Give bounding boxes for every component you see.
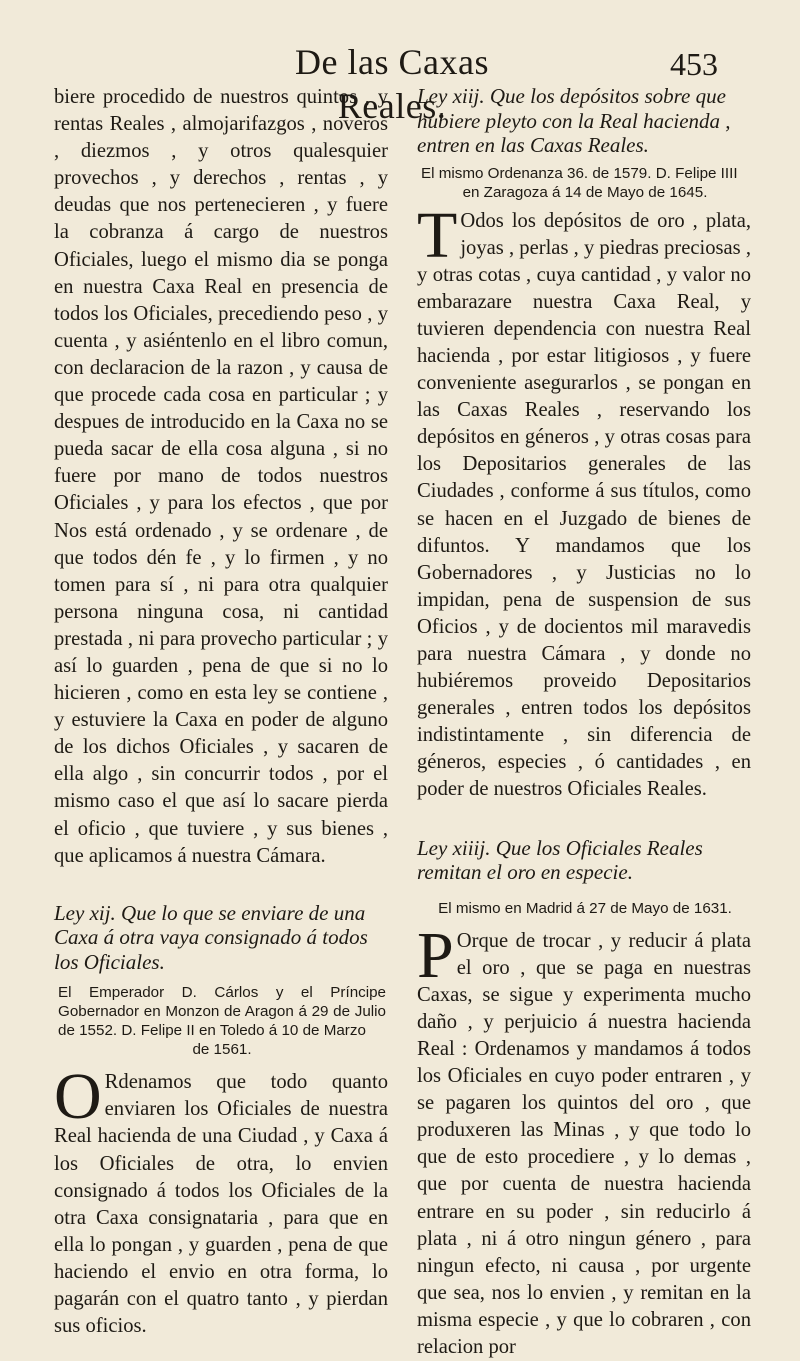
running-title: De las Caxas Reales. — [295, 42, 489, 126]
law-14-source-note: El mismo en Madrid á 27 de Mayo de 1631. — [438, 899, 732, 917]
law-14-body: Orque de trocar , y reducir á plata el oro , que se paga en nuestras Caxas, se sigue y experimenta mucho daño , y perjuicio á nuestra hacienda Real : Ordenamos y mandamos á todos los Oficiales en cuyo poder entraren , y se pagaren los quintos del oro , que produxeren las Minas , y que todo lo que de esto procediere , y lo demas , que por cuenta de nuestra hacienda entrare en su poder , sin reducirlo á plata , ni á otro ningun género , para ningun efecto, ni causa , por urgente que sea, nos lo envien , y remitan en la misma especie , y que lo cobraren , con relacion por — [417, 929, 751, 1358]
law-14-dropcap: P — [417, 918, 454, 992]
law-13-source-note-place: en Zaragoza á 14 de Mayo de 1645. — [462, 183, 708, 201]
law-13-source-note: El mismo Ordenanza 36. de 1579. D. Felipe IIII — [421, 164, 738, 182]
law-13-dropcap: T — [417, 198, 458, 272]
law-14-body-block — [417, 918, 751, 1361]
law-13-body-block — [417, 198, 751, 804]
law-14-title: Ley xiiij. Que los Oficiales Reales remitan el oro en especie. — [417, 835, 703, 885]
law-12-body: Rdenamos que todo quanto enviaren los Oficiales de nuestra Real hacienda de una Ciudad , y Caxa á los Oficiales de otra, lo envien consignado á todos los Oficiales de la otra Caxa consignataria , para que en ella lo pongan , y guarden , pena de que haciendo el envio en otra forma, lo pagarán con el quatro tanto , y pierdan sus oficios. — [54, 1071, 388, 1338]
law-12-source-note: El Emperador D. Cárlos y el Príncipe Gobernador en Monzon de Aragon á 29 de Julio de 1552. D. Felipe II en Toledo á 10 de Marzo — [58, 984, 386, 1040]
law-12-title: Ley xij. Que lo que se enviare de una Caxa á otra vaya consignado á todos los Oficiales. — [54, 900, 368, 974]
law-13-title: Ley xiij. Que los depósitos sobre que hubiere pleyto con la Real hacienda , entren en las Caxas Reales. — [417, 84, 731, 157]
page-number: 453 — [670, 46, 718, 82]
law-12-dropcap: O — [54, 1060, 102, 1134]
law-12-body-block — [54, 1060, 388, 1340]
law-12-source-note-date: de 1561. — [192, 1041, 252, 1059]
right-column — [417, 84, 751, 1361]
continuation-paragraph: biere procedido de nuestros quintos , y rentas Reales , almojarifazgos , noveros , diezmos , y otros qualesquier provechos , y derechos , rentas , y deudas que nos pertenecieren , y fuere la cobranza á cargo de nuestros Oficiales, luego el mismo dia se ponga en nuestra Caxa Real en presencia de todos los Oficiales, precediendo peso , y cuenta , y asiéntenlo en el libro comun, con declaracion de la razon , y causa de que procede cada cosa en particular ; y despues de introducido en la Caxa no se pueda sacar de ella cosa alguna , si no fuere por mano de todos nuestros Oficiales , y para los efectos , que por Nos está ordenado , y se ordenare , de que todos dén fe , y lo firmen , y no tomen para sí , ni para otra qualquier persona ninguna cosa, ni cantidad prestada , ni para provecho particular ; y así lo guarden , pena de que si no lo hicieren , como en esta ley se contiene , y estuviere la Caxa en poder de alguno de los dichos Oficiales , y sacaren de ella algo , sin concurrir todos , por el mismo caso el que así lo sacare pierda el oficio , que tuviere , y sus bienes , que aplicamos á nuestra Cámara. — [54, 86, 388, 867]
law-13-body: Odos los depósitos de oro , plata, joyas , perlas , y piedras preciosas , y otras cotas , cuya cantidad , y valor no embarazare nuestra Caxa Real, y tuvieren dependencia con nuestra Real hacienda , por estar litigiosos , y fuere conveniente asegurarlos , se pongan en las Caxas Reales , reservando los depósitos en géneros , y otras cosas para los Depositarios generales de las Ciudades , conforme á sus títulos, como se hacen en el Juzgado de bienes de difuntos. Y mandamos que los Gobernadores , y Justicias no lo impidan, pena de suspension de sus Oficios , y de docientos mil maravedis para nuestra Cámara , y donde no hubiéremos proveido Depositarios generales , entren todos los depósitos indistintamente , sin diferencia de géneros, especies , ó cantidades , en poder de nuestros Oficiales Reales. — [417, 209, 751, 801]
left-column — [54, 84, 388, 1340]
